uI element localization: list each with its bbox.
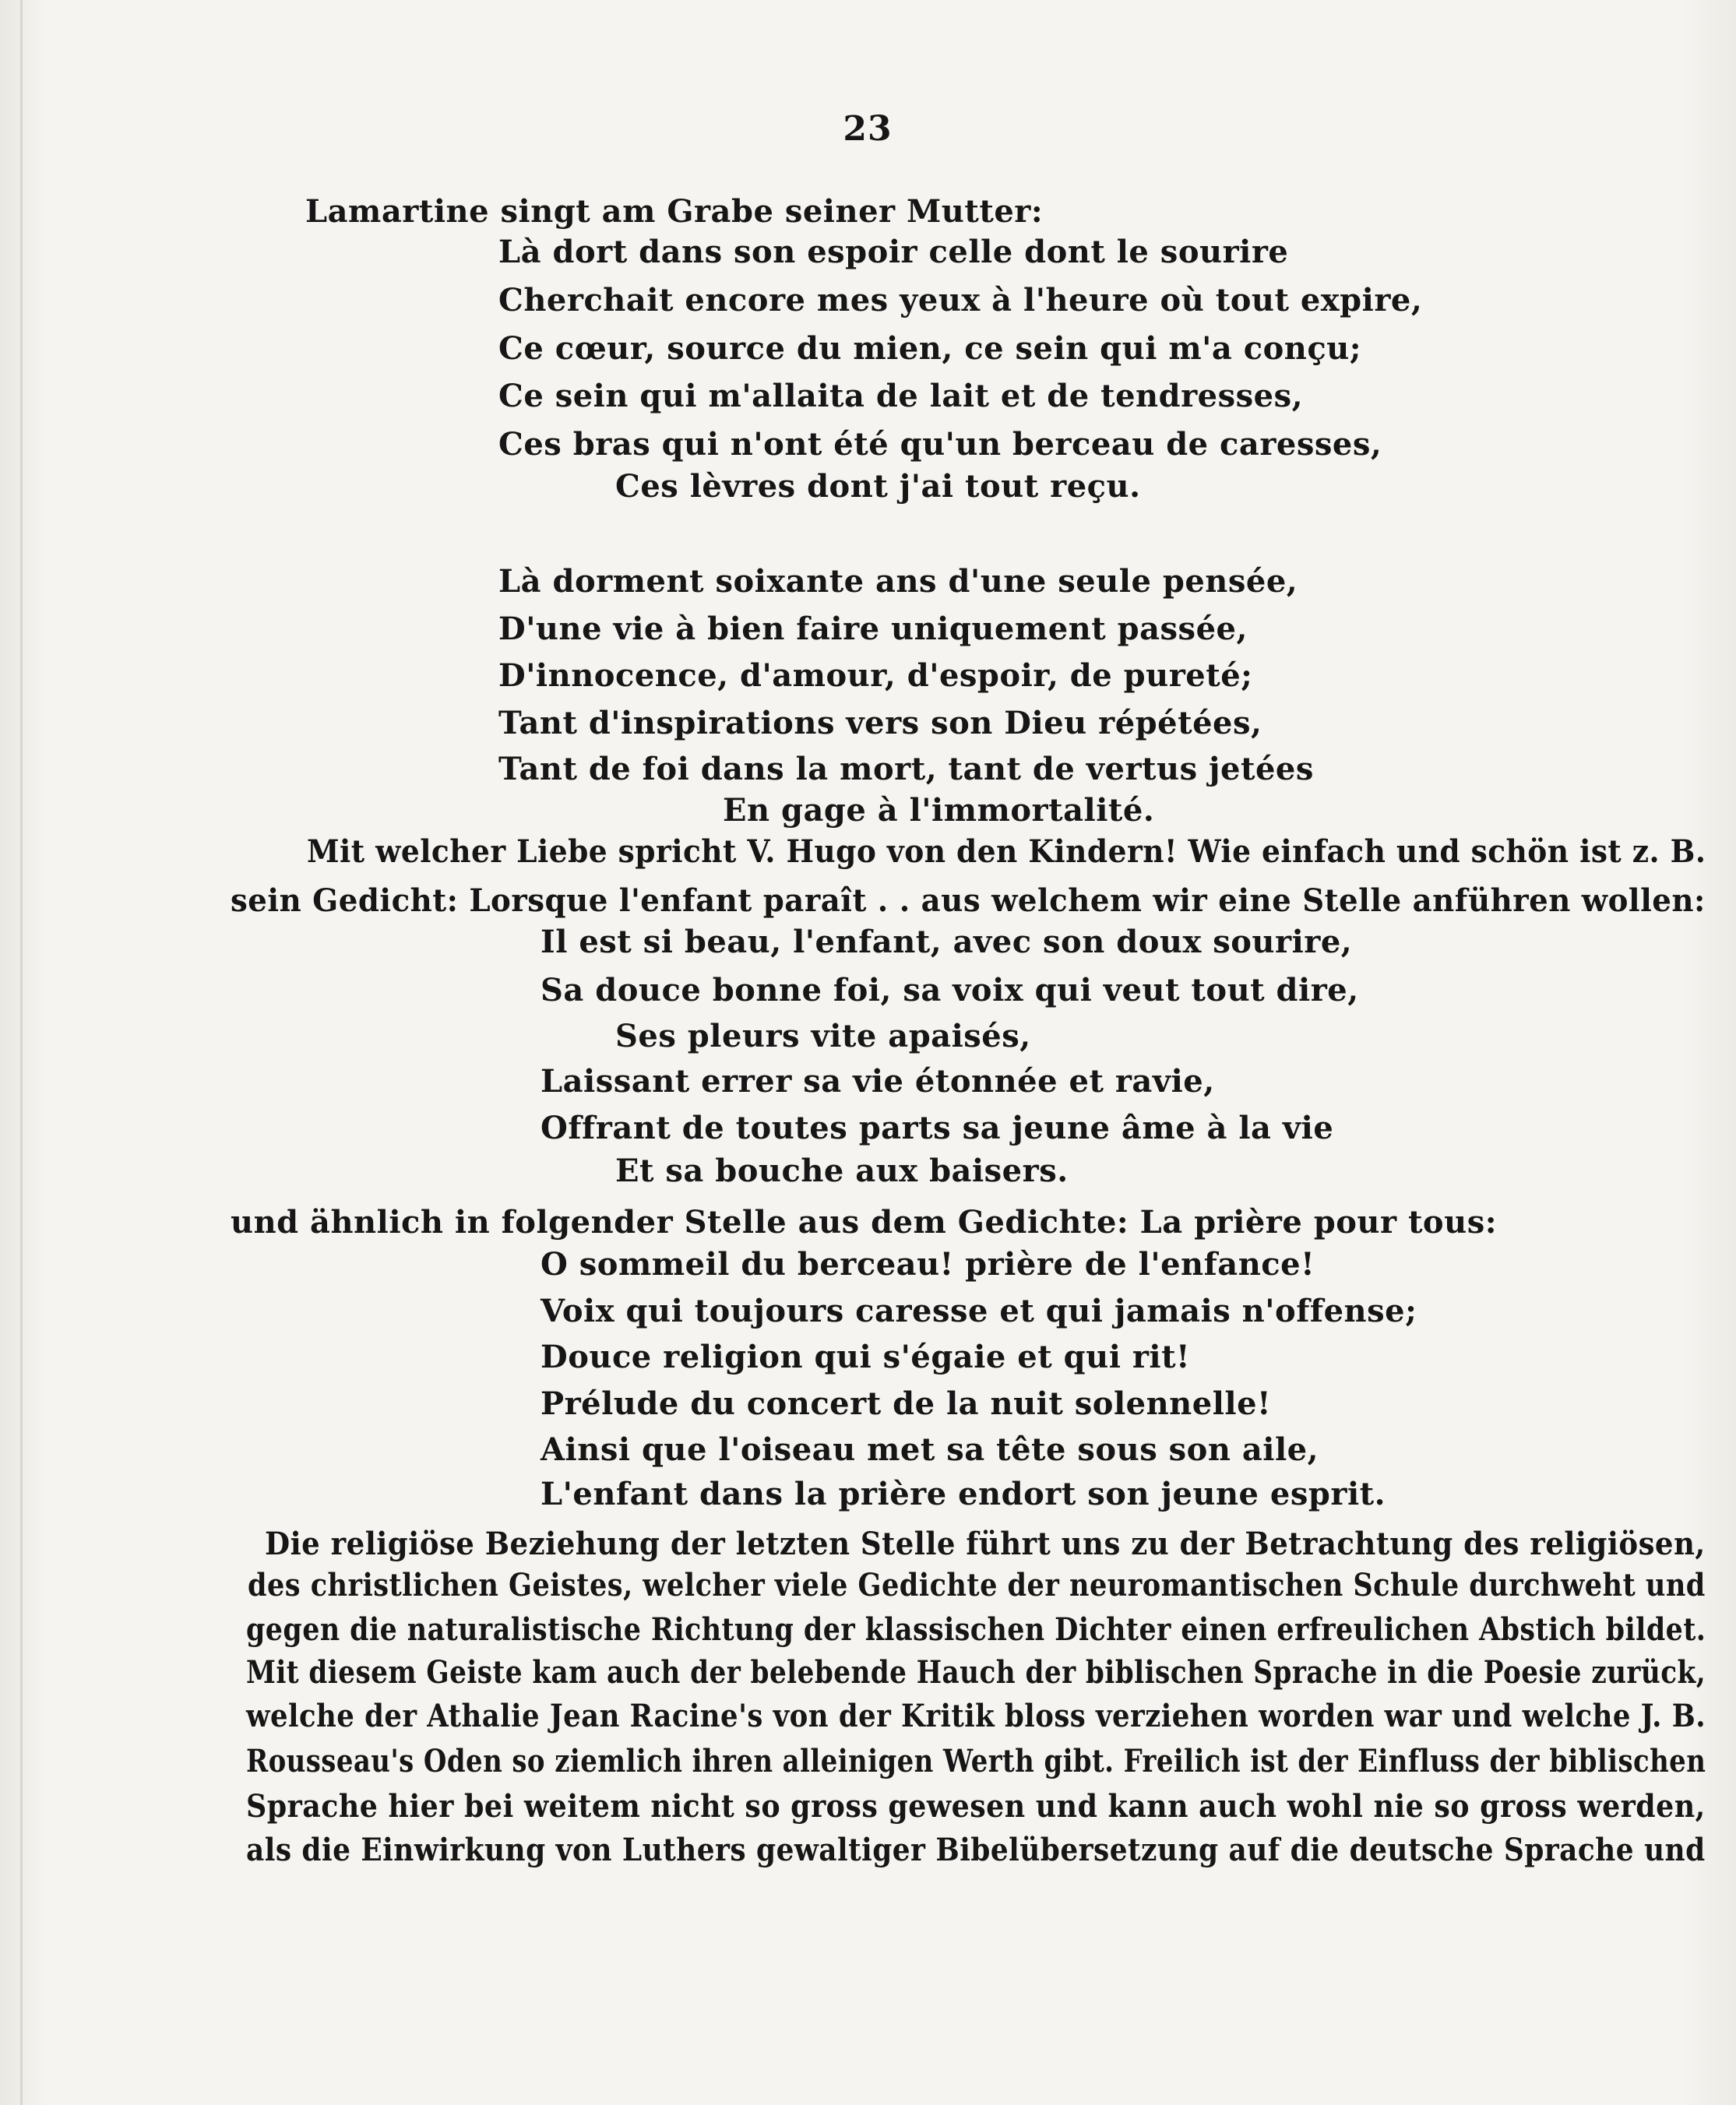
prose-line: sein Gedicht: Lorsque l'enfant paraît . . aus welchem wir eine Stelle anführen wollen: xyxy=(231,882,1706,919)
verse-line: Il est si beau, l'enfant, avec son doux sourire, xyxy=(541,924,1353,960)
prose-line: gegen die naturalistische Richtung der klassischen Dichter einen erfreulichen Abstich bildet. xyxy=(246,1611,1706,1648)
intro-line: und ähnlich in folgender Stelle aus dem Gedichte: La prière pour tous: xyxy=(231,1204,1497,1241)
verse-line: Ces bras qui n'ont été qu'un berceau de caresses, xyxy=(498,426,1382,463)
verse-line: Tant de foi dans la mort, tant de vertus jetées xyxy=(498,751,1314,787)
verse-line: Là dort dans son espoir celle dont le sourire xyxy=(498,234,1289,270)
intro-line: Lamartine singt am Grabe seiner Mutter: xyxy=(305,193,1044,230)
verse-line: Ce sein qui m'allaita de lait et de tendresses, xyxy=(498,378,1304,414)
page-fold-shadow xyxy=(20,0,23,2105)
prose-line: des christlichen Geistes, welcher viele Gedichte der neuromantischen Schule durchweht und xyxy=(248,1567,1706,1603)
prose-line: als die Einwirkung von Luthers gewaltiger Bibelübersetzung auf die deutsche Sprache und xyxy=(246,1832,1706,1868)
verse-line: Laissant errer sa vie étonnée et ravie, xyxy=(541,1063,1215,1100)
verse-line: Ses pleurs vite apaisés, xyxy=(615,1018,1031,1054)
verse-line: Ces lèvres dont j'ai tout reçu. xyxy=(615,468,1141,505)
verse-line: D'une vie à bien faire uniquement passée, xyxy=(498,611,1248,647)
verse-line: Prélude du concert de la nuit solennelle! xyxy=(541,1385,1272,1422)
verse-line: Tant d'inspirations vers son Dieu répétées, xyxy=(498,705,1262,741)
verse-line: Offrant de toutes parts sa jeune âme à la vie xyxy=(541,1110,1334,1146)
verse-line: Sa douce bonne foi, sa voix qui veut tout dire, xyxy=(541,972,1359,1008)
verse-line: Et sa bouche aux baisers. xyxy=(615,1153,1069,1189)
verse-line: L'enfant dans la prière endort son jeune esprit. xyxy=(541,1476,1386,1512)
verse-line: Douce religion qui s'égaie et qui rit! xyxy=(541,1339,1191,1375)
prose-line: Die religiöse Beziehung der letzten Stelle führt uns zu der Betrachtung des religiösen, xyxy=(265,1526,1706,1562)
verse-line: D'innocence, d'amour, d'espoir, de pureté; xyxy=(498,657,1253,694)
verse-line: Voix qui toujours caresse et qui jamais n'offense; xyxy=(541,1293,1417,1329)
prose-line: Mit welcher Liebe spricht V. Hugo von den Kindern! Wie einfach und schön ist z. B. xyxy=(307,833,1706,870)
prose-line: Mit diesem Geiste kam auch der belebende Hauch der biblischen Sprache in die Poesie zurück, xyxy=(246,1654,1706,1691)
verse-line: Ainsi que l'oiseau met sa tête sous son aile, xyxy=(541,1431,1319,1468)
verse-line: Cherchait encore mes yeux à l'heure où tout expire, xyxy=(498,282,1423,319)
prose-line: Rousseau's Oden so ziemlich ihren alleinigen Werth gibt. Freilich ist der Einfluss der biblischen xyxy=(246,1743,1706,1779)
prose-line: welche der Athalie Jean Racine's von der Kritik bloss verziehen worden war und welche J. B. xyxy=(246,1698,1706,1734)
verse-line: O sommeil du berceau! prière de l'enfance! xyxy=(541,1246,1315,1283)
prose-line: Sprache hier bei weitem nicht so gross gewesen und kann auch wohl nie so gross werden, xyxy=(246,1788,1706,1825)
verse-line: En gage à l'immortalité. xyxy=(723,792,1155,829)
verse-line: Ce cœur, source du mien, ce sein qui m'a conçu; xyxy=(498,330,1362,367)
document-page: 23 Lamartine singt am Grabe seiner Mutter: Là dort dans son espoir celle dont le sourire Cherchait encore mes yeux à l'heure où tout expire, Ce cœur, source du mien, ce sein qui m'a conçu; Ce sein qui m'allaita de lait et de tendresses, Ces bras qui n'ont été qu'un berceau de caresses, Ces lèvres dont j'ai tout reçu. Là dorment soixante ans d'une seule pensée, D'une vie à bien faire uniquement passée, D'innocence, d'amour, d'espoir, de pureté; Tant d'inspirations vers son Dieu répétées, Tant de foi dans la mort, tant de vertus jetées En gage à l'immortalité. Mit welcher Liebe spricht V. Hugo von den Kindern! Wie einfach und schön ist z. B. sein Gedicht: Lorsque l'enfant paraît . . aus welchem wir eine Stelle anführen wollen: Il est si beau, l'enfant, avec son doux sourire, Sa douce bonne foi, sa voix qui veut tout dire, Ses pleurs vite apaisés, Laissant errer sa vie étonnée et ravie, Offrant de toutes parts sa jeune âme à la vie Et sa bouche aux baisers. und ähnlich in folgender Stelle aus dem Gedichte: La prière pour tous: O sommeil du berceau! prière de l'enfance! Voix qui toujours caresse et qui jamais n'offense; Douce religion qui s'égaie et qui rit! Prélude du concert de la nuit solennelle! Ainsi que l'oiseau met sa tête sous son aile, L'enfant dans la prière endort son jeune esprit. Die religiöse Beziehung der letzten Stelle führt uns zu der Betrachtung des religiösen, des christlichen Geistes, welcher viele Gedichte der neuromantischen Schule durchweht und gegen die naturalistische Richtung der klassischen Dichter einen erfreulichen Abstich bildet. Mit diesem Geiste kam auch der belebende Hauch der biblischen Sprache in die Poesie zurück, welche der Athalie Jean Racine's von der Kritik bloss verziehen worden war und welche J. B. Rousseau's Oden so ziemlich ihren alleinigen Werth gibt. Freilich ist der Einfluss der biblischen Sprache hier bei weitem nicht so gross gewesen und kann auch wohl nie so gross werden, als die Einwirkung von Luthers gewaltiger Bibelübersetzung auf die deutsche Sprache und xyxy=(0,0,1736,2105)
verse-line: Là dorment soixante ans d'une seule pensée, xyxy=(498,563,1298,600)
